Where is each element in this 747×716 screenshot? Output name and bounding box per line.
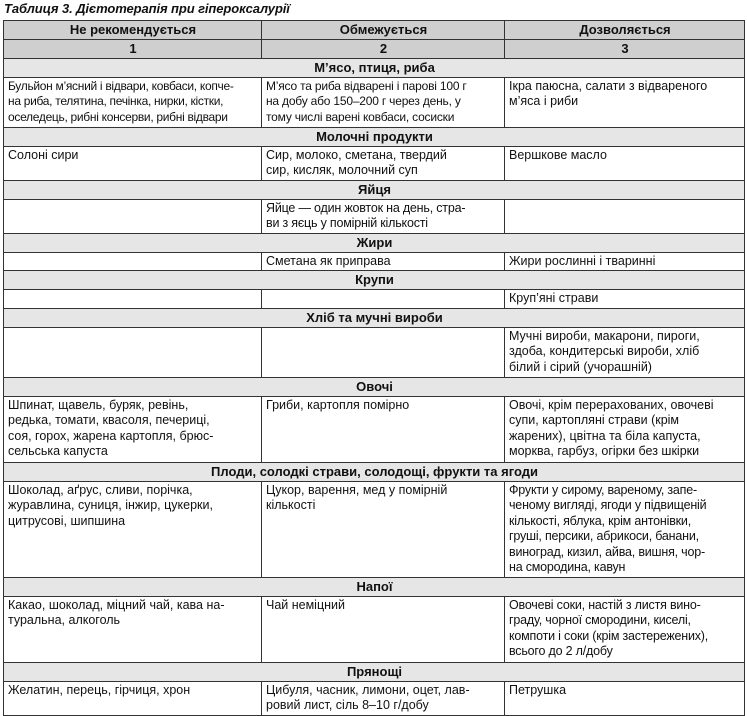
cell-fats-allowed: Жири рослинні і тваринні — [505, 252, 745, 271]
header-number-2: 2 — [262, 40, 505, 59]
header-limited: Обмежується — [262, 21, 505, 40]
cell-vegetables-allowed: Овочі, крім перерахованих, овочеві супи, картопляні страви (крім жарених), цвітна та біла капуста, морква, гарбуз, огірки без шкірки — [505, 396, 745, 462]
section-title-fats: Жири — [4, 233, 745, 252]
table-caption: Таблиця 3. Дієтотерапія при гіпероксалурії — [4, 1, 290, 16]
cell-drinks-limited: Чай неміцний — [262, 596, 505, 662]
section-title-spices: Прянощі — [4, 662, 745, 681]
cell-fruits-not-recommended: Шоколад, аґрус, сливи, порічка, журавлина, суниця, інжир, цукерки, цитрусові, шипшина — [4, 481, 262, 577]
cell-grains-not-recommended — [4, 290, 262, 309]
cell-vegetables-limited: Гриби, картопля помірно — [262, 396, 505, 462]
cell-spices-not-recommended: Желатин, перець, гірчиця, хрон — [4, 681, 262, 715]
cell-bread-not-recommended — [4, 327, 262, 377]
cell-drinks-not-recommended: Какао, шоколад, міцний чай, кава на- туральна, алкоголь — [4, 596, 262, 662]
cell-dairy-not-recommended: Солоні сири — [4, 146, 262, 180]
cell-meat-allowed: Ікра паюсна, салати з відвареного м’яса і риби — [505, 77, 745, 127]
cell-spices-limited: Цибуля, часник, лимони, оцет, лав- ровий лист, сіль 8–10 г/добу — [262, 681, 505, 715]
cell-eggs-allowed — [505, 199, 745, 233]
header-number-1: 1 — [4, 40, 262, 59]
cell-dairy-limited: Сир, молоко, сметана, твердий сир, кисляк, молочний суп — [262, 146, 505, 180]
section-title-grains: Крупи — [4, 271, 745, 290]
cell-grains-allowed: Круп’яні страви — [505, 290, 745, 309]
section-title-drinks: Напої — [4, 577, 745, 596]
cell-bread-allowed: Мучні вироби, макарони, пироги, здоба, кондитерські вироби, хліб білий і сірий (учорашній) — [505, 327, 745, 377]
cell-dairy-allowed: Вершкове масло — [505, 146, 745, 180]
section-title-vegetables: Овочі — [4, 377, 745, 396]
section-title-dairy: Молочні продукти — [4, 127, 745, 146]
cell-grains-limited — [262, 290, 505, 309]
header-not-recommended: Не рекомендується — [4, 21, 262, 40]
section-title-eggs: Яйця — [4, 180, 745, 199]
cell-fruits-allowed: Фрукти у сирому, вареному, запе- ченому вигляді, ягоди у підвищеній кількості, яблука, крім антонівки, груші, персики, абрикоси, банани, виноград, кизил, айва, вишня, чор- на смородина, кавун — [505, 481, 745, 577]
cell-fats-not-recommended — [4, 252, 262, 271]
cell-meat-not-recommended: Бульйон м’ясний і відвари, ковбаси, копче- на риба, телятина, печінка, нирки, кістки, оселедець, рибні консерви, рибні відвари — [4, 77, 262, 127]
cell-meat-limited: М’ясо та риба відварені і парові 100 г на добу або 150–200 г через день, у тому числі варені ковбаси, сосиски — [262, 77, 505, 127]
cell-fats-limited: Сметана як приправа — [262, 252, 505, 271]
cell-spices-allowed: Петрушка — [505, 681, 745, 715]
cell-eggs-limited: Яйце — один жовток на день, стра- ви з яєць у помірній кількості — [262, 199, 505, 233]
diet-table — [3, 20, 745, 716]
cell-drinks-allowed: Овочеві соки, настій з листя вино- граду, чорної смородини, киселі, компоти і соки (крім застережених), всього до 2 л/добу — [505, 596, 745, 662]
section-title-bread: Хліб та мучні вироби — [4, 308, 745, 327]
cell-eggs-not-recommended — [4, 199, 262, 233]
header-number-3: 3 — [505, 40, 745, 59]
header-allowed: Дозволяється — [505, 21, 745, 40]
section-title-meat: М’ясо, птиця, риба — [4, 58, 745, 77]
section-title-fruits: Плоди, солодкі страви, солодощі, фрукти та ягоди — [4, 462, 745, 481]
cell-vegetables-not-recommended: Шпинат, щавель, буряк, ревінь, редька, томати, квасоля, печериці, соя, горох, жарена картопля, брюс- сельська капуста — [4, 396, 262, 462]
cell-bread-limited — [262, 327, 505, 377]
cell-fruits-limited: Цукор, варення, мед у помірній кількості — [262, 481, 505, 577]
